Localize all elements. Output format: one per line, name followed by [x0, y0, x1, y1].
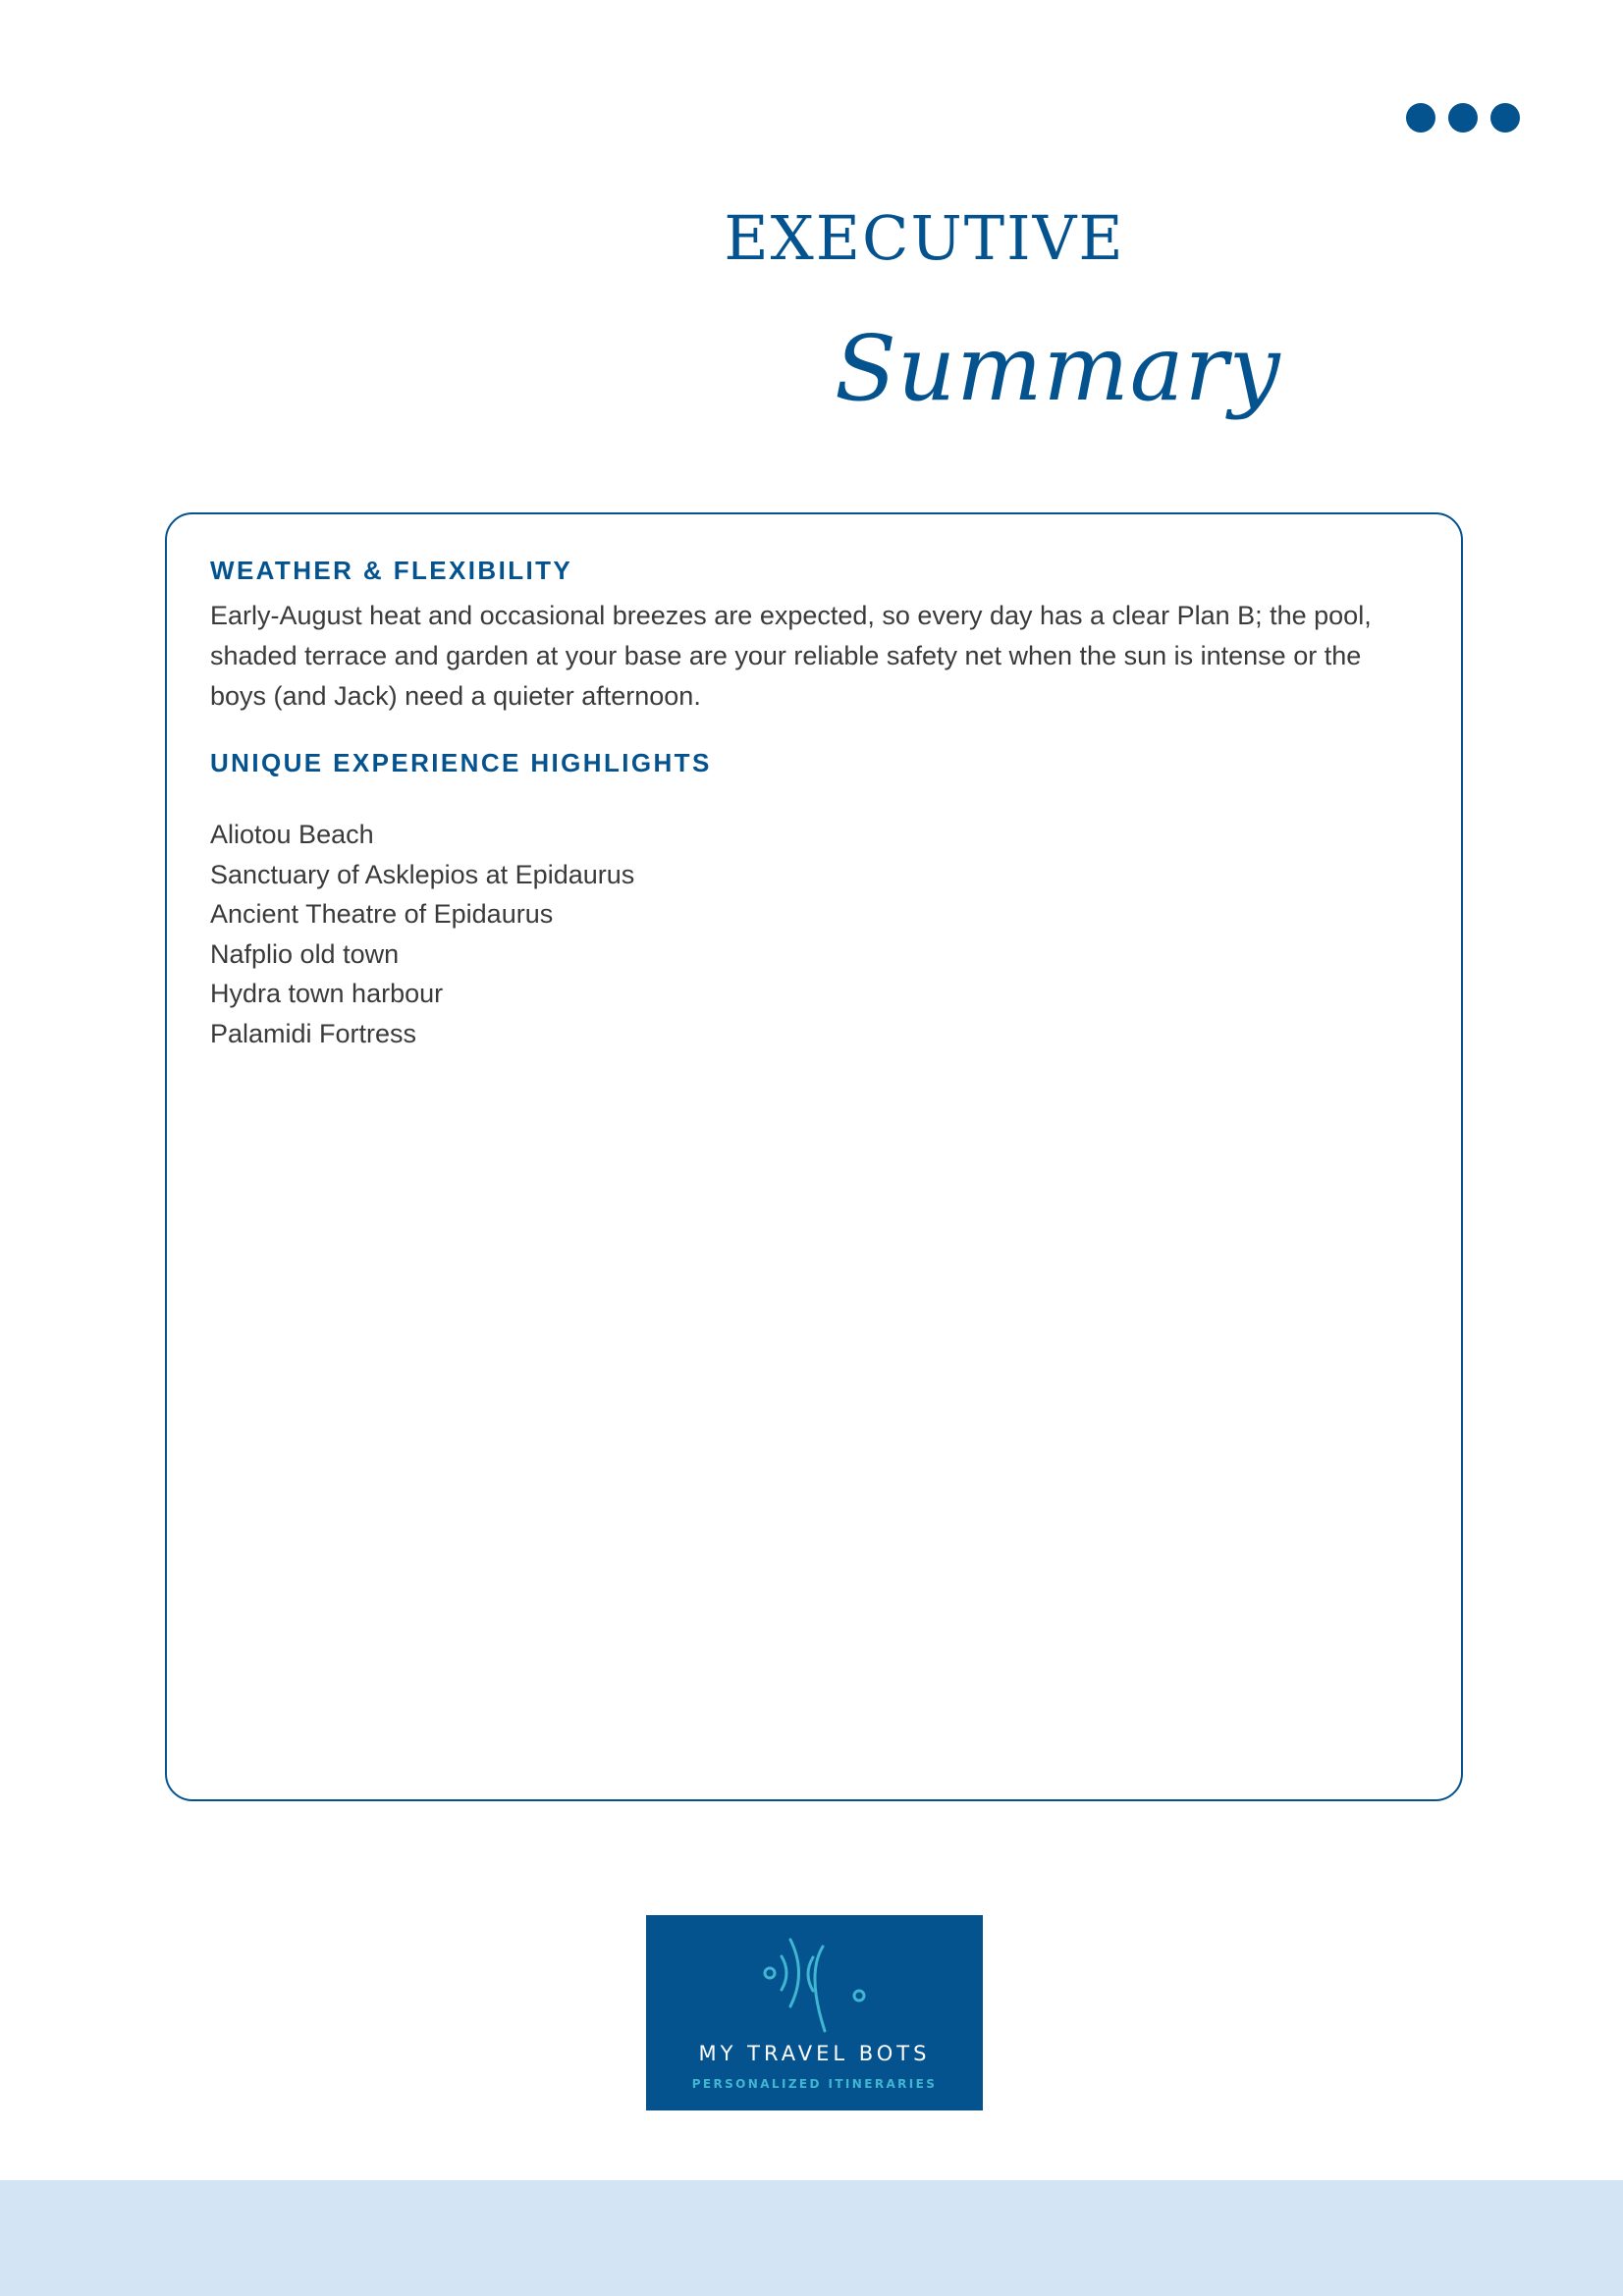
- highlights-list: [210, 815, 634, 1053]
- dot-1: [1406, 103, 1435, 133]
- logo-tagline: PERSONALIZED ITINERARIES: [691, 2077, 938, 2091]
- decorative-dots: [1406, 103, 1520, 133]
- list-item: Ancient Theatre of Epidaurus: [210, 899, 554, 929]
- list-item: Sanctuary of Asklepios at Epidaurus: [210, 859, 635, 889]
- list-item: Nafplio old town: [210, 938, 400, 969]
- dot-3: [1490, 103, 1520, 133]
- list-item: Hydra town harbour: [210, 979, 444, 1008]
- weather-paragraph: Early-August heat and occasional breezes are expected, so every day has a clear Plan B; the pool, shaded terrace and garden at your base are your reliable safety net when the sun is intense or the boys (and Jack) need a quieter afternoon.: [210, 601, 1372, 711]
- weather-heading: WEATHER & FLEXIBILITY: [210, 556, 573, 585]
- dot-2: [1448, 103, 1478, 133]
- list-item: Palamidi Fortress: [210, 1018, 417, 1048]
- list-item: Aliotou Beach: [210, 820, 374, 849]
- footer-band: [0, 2180, 1623, 2296]
- brand-logo: [646, 1915, 983, 2110]
- logo-name: MY TRAVEL BOTS: [698, 2042, 931, 2065]
- summary-card: [165, 512, 1463, 1801]
- highlights-heading: UNIQUE EXPERIENCE HIGHLIGHTS: [210, 748, 712, 777]
- page-subtitle-script: Summary: [835, 316, 1281, 421]
- page-title: EXECUTIVE: [724, 202, 1125, 274]
